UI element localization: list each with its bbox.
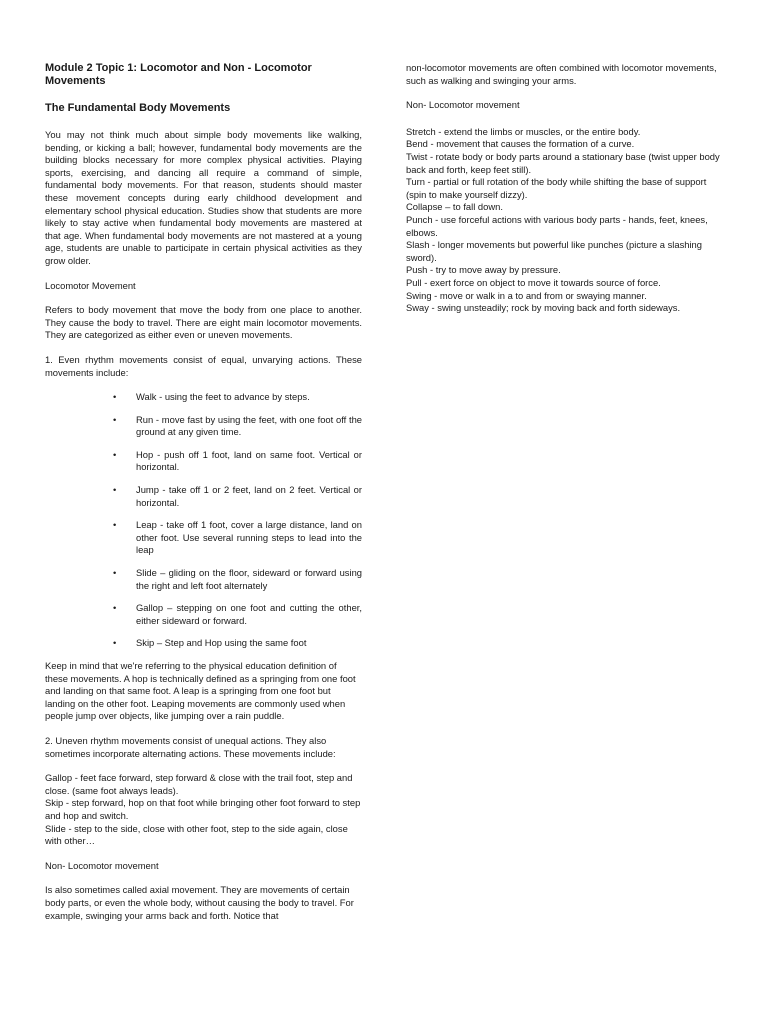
list-item bbox=[45, 449, 362, 474]
list-item: Turn - partial or full rotation of the body while shifting the base of support (spin to make yourself dizzy). bbox=[406, 176, 707, 200]
list-item: Swing - move or walk in a to and from or swaying manner. bbox=[406, 289, 647, 301]
list-item-text: Hop - push off 1 foot, land on same foot. Vertical or horizontal. bbox=[136, 448, 362, 473]
list-item: Sway - swing unsteadily; rock by moving back and forth sideways. bbox=[406, 302, 681, 314]
bullet-icon: • bbox=[113, 448, 117, 460]
bullet-icon: • bbox=[113, 391, 117, 403]
list-item: Gallop - feet face forward, step forward & close with the trail foot, step and close. (same foot always leads). bbox=[45, 772, 353, 796]
even-rhythm-intro: 1. Even rhythm movements consist of equal, unvarying actions. These movements include: bbox=[45, 353, 362, 378]
list-item bbox=[45, 391, 362, 404]
keep-in-mind-paragraph: Keep in mind that we're referring to the physical education definition of these movements. A hop is technically defined as a springing from one foot and landing on that same foot. A leap is a springing from one foot but landing on the other foot. Leaping movements are commonly used when people jump over objects, like jumping over a rain puddle. bbox=[45, 660, 356, 722]
locomotor-definition: Refers to body movement that move the body from one place to another. They cause the body to travel. There are eight main locomotor movements. They are categorized as either even or uneven movements. bbox=[45, 304, 362, 341]
continuation-paragraph: non-locomotor movements are often combined with locomotor movements, such as walking and swinging your arms. bbox=[406, 62, 717, 86]
list-item bbox=[45, 414, 362, 439]
list-item bbox=[45, 567, 362, 592]
list-item-text: Skip – Step and Hop using the same foot bbox=[136, 637, 307, 649]
locomotor-heading: Locomotor Movement bbox=[45, 279, 136, 291]
section-title: The Fundamental Body Movements bbox=[45, 102, 231, 114]
bullet-icon: • bbox=[113, 519, 117, 531]
list-item: Slash - longer movements but powerful like punches (picture a slashing sword). bbox=[406, 239, 702, 263]
list-item bbox=[45, 637, 362, 650]
list-item: Bend - movement that causes the formation of a curve. bbox=[406, 138, 635, 150]
list-item: Punch - use forceful actions with various body parts - hands, feet, knees, elbows. bbox=[406, 213, 708, 238]
uneven-rhythm-list bbox=[45, 772, 362, 848]
list-item-text: Run - move fast by using the feet, with one foot off the ground at any given time. bbox=[136, 413, 362, 438]
non-locomotor-list bbox=[406, 126, 726, 315]
left-column bbox=[45, 62, 362, 934]
list-item: Slide - step to the side, close with other foot, step to the side again, close with other… bbox=[45, 822, 348, 847]
uneven-rhythm-intro: 2. Uneven rhythm movements consist of unequal actions. They also sometimes incorporate alternating actions. These movements include: bbox=[45, 734, 336, 759]
intro-paragraph: You may not think much about simple body movements like walking, bending, or kicking a ball; however, fundamental body movements are the building blocks necessary for more complex physical activities. Playing sports, exercising, and dancing all require a command of simple, fundamental body movements. For that reason, students should master these movement concepts during early childhood development and elementary school physical education. Studies show that students are more likely to stay active when fundamental body movements are mastered at that age. When fundamental body movements are not mastered at a young age, students are unable to participate in certain physical activities as they grow older. bbox=[45, 129, 362, 266]
list-item bbox=[45, 519, 362, 557]
list-item-text: Walk - using the feet to advance by steps. bbox=[136, 391, 310, 403]
non-locomotor-definition: Is also sometimes called axial movement. They are movements of certain body parts, or even the whole body, without causing the body to travel. For example, swinging your arms back and forth. Notice that bbox=[45, 884, 354, 921]
list-item: Skip - step forward, hop on that foot while bringing other foot forward to step and hop and switch. bbox=[45, 797, 361, 821]
list-item: Pull - exert force on object to move it towards source of force. bbox=[406, 276, 661, 288]
right-column bbox=[406, 62, 726, 315]
list-item bbox=[45, 602, 362, 627]
bullet-icon: • bbox=[113, 567, 117, 579]
list-item-text: Gallop – stepping on one foot and cutting the other, either sideward or forward. bbox=[136, 602, 362, 626]
bullet-icon: • bbox=[113, 413, 117, 425]
bullet-icon: • bbox=[113, 637, 117, 649]
page-title: Module 2 Topic 1: Locomotor and Non - Locomotor Movements bbox=[45, 62, 312, 87]
list-item-text: Slide – gliding on the floor, sideward or forward using the right and left foot alternately bbox=[136, 567, 362, 591]
bullet-icon: • bbox=[113, 602, 117, 614]
list-item-text: Jump - take off 1 or 2 feet, land on 2 feet. Vertical or horizontal. bbox=[136, 484, 362, 508]
list-item: Collapse – to fall down. bbox=[406, 201, 503, 213]
list-item: Push - try to move away by pressure. bbox=[406, 264, 561, 276]
bullet-icon: • bbox=[113, 484, 117, 496]
list-item-text: Leap - take off 1 foot, cover a large distance, land on other foot. Use several running steps to lead into the leap bbox=[136, 519, 362, 556]
even-rhythm-list bbox=[45, 391, 362, 650]
non-locomotor-heading: Non- Locomotor movement bbox=[406, 99, 520, 111]
non-locomotor-heading: Non- Locomotor movement bbox=[45, 859, 159, 871]
list-item: Stretch - extend the limbs or muscles, or the entire body. bbox=[406, 125, 641, 137]
list-item: Twist - rotate body or body parts around a stationary base (twist upper body back and forth, keep feet still). bbox=[406, 150, 720, 175]
list-item bbox=[45, 484, 362, 509]
